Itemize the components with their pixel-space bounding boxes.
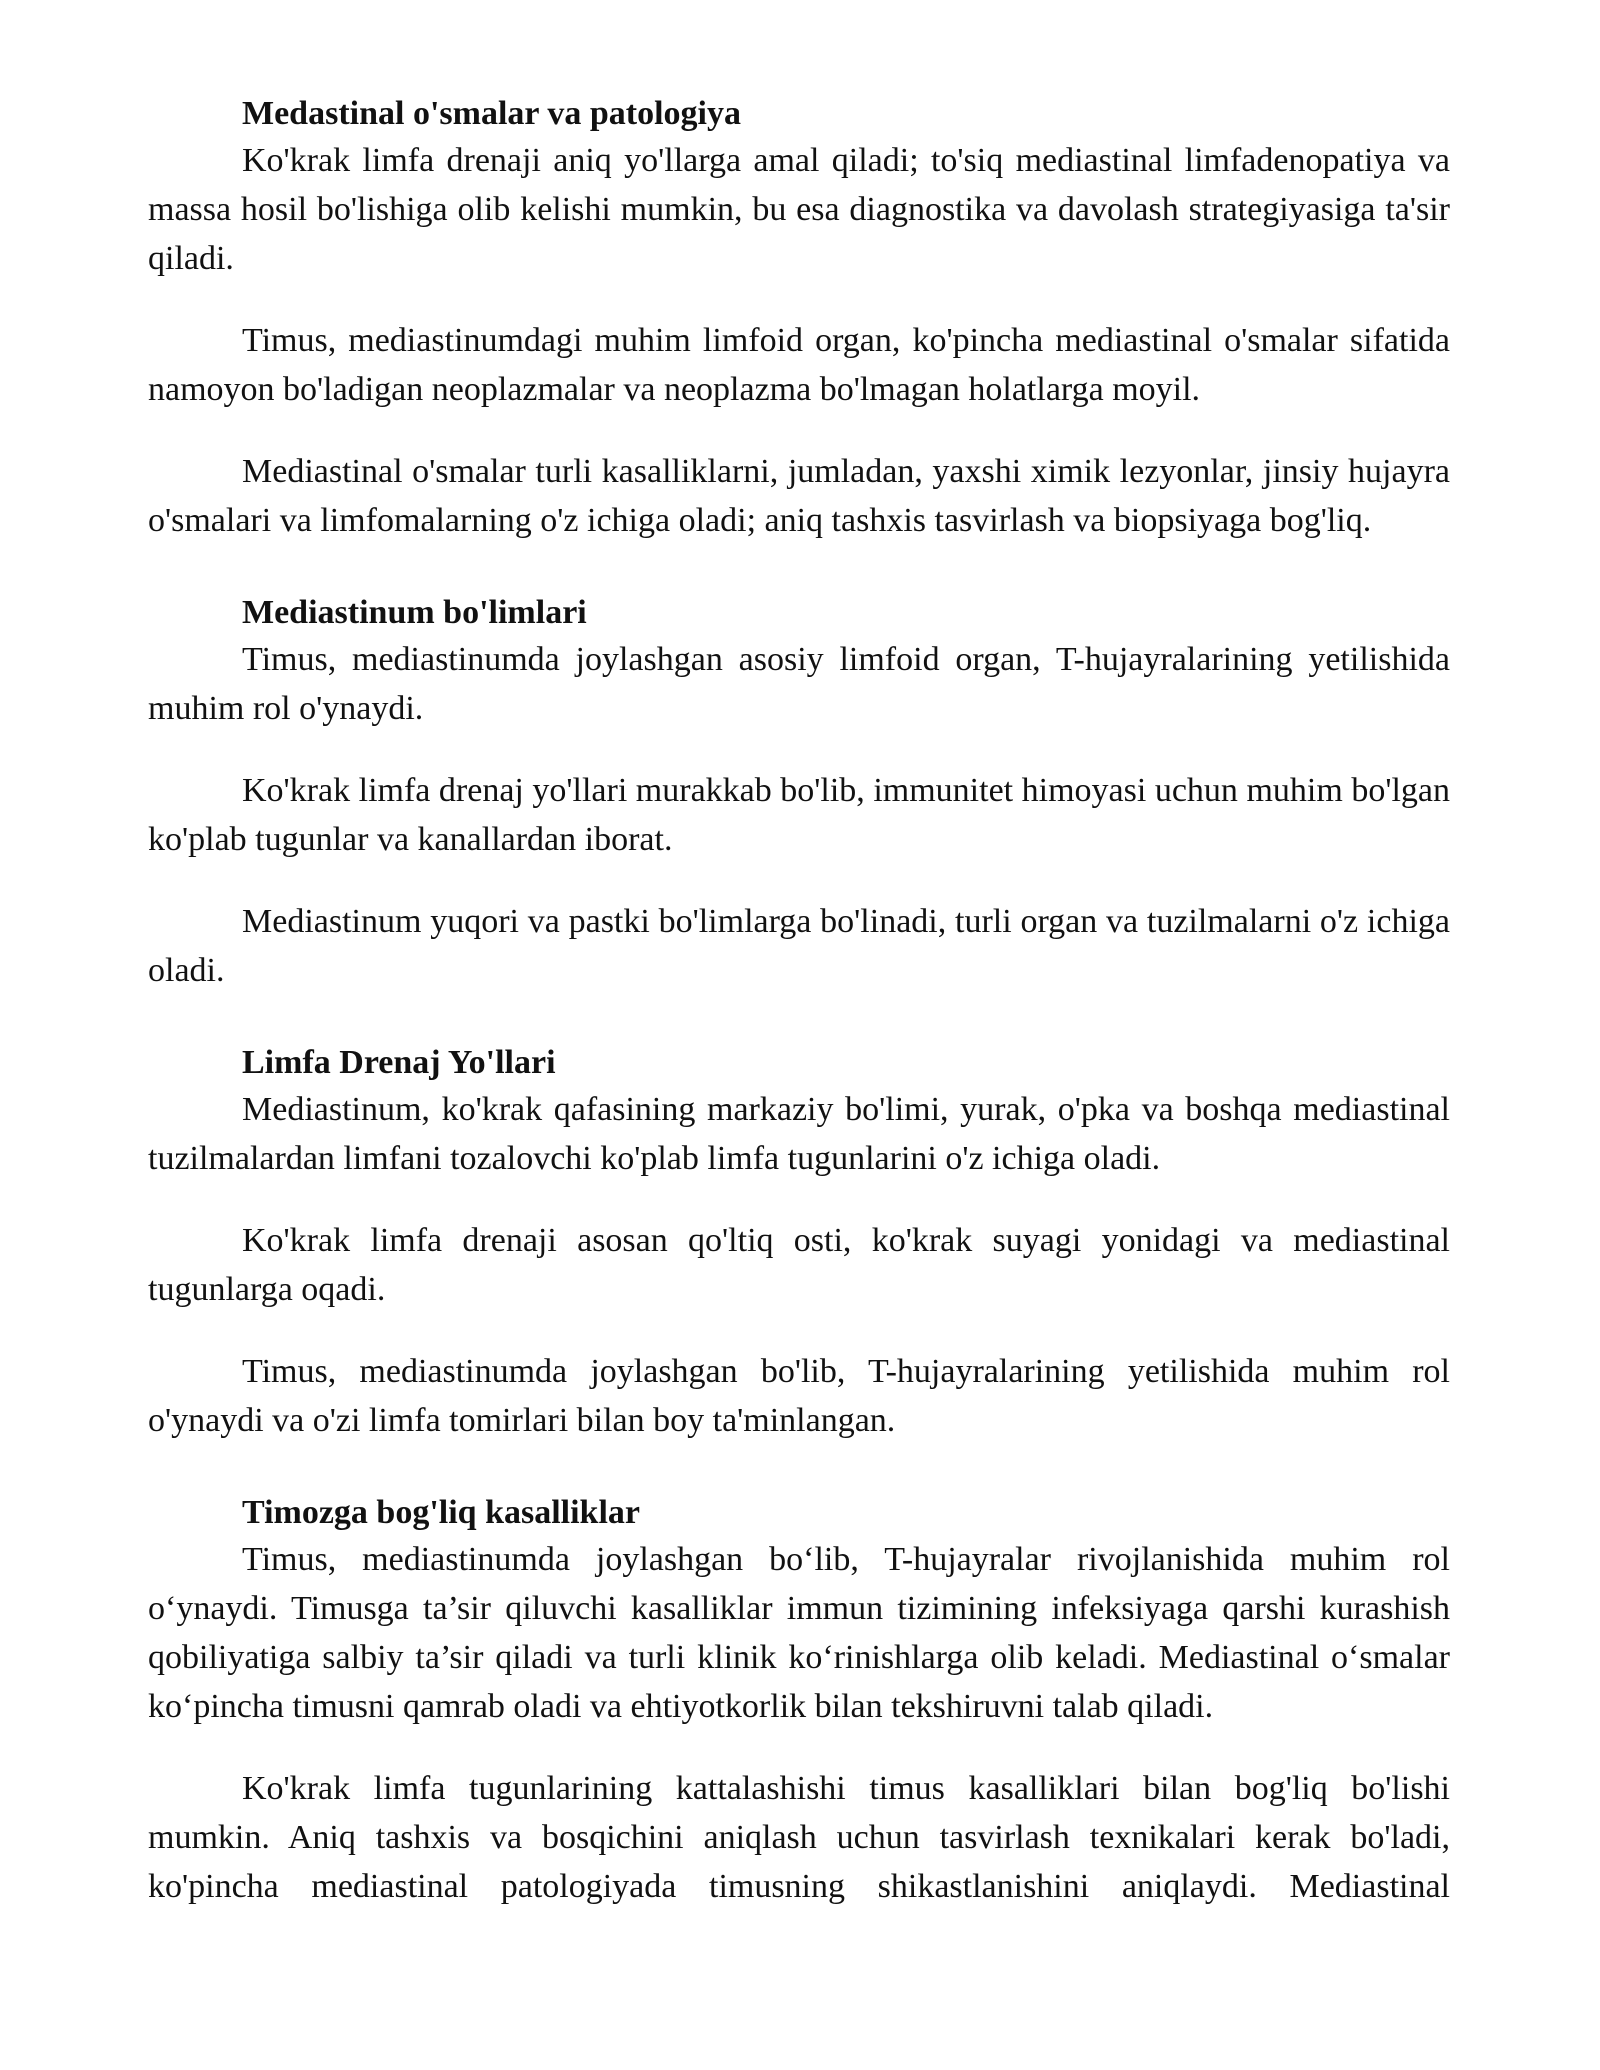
paragraph: Mediastinum, ko'krak qafasining markaziy bo'limi, yurak, o'pka va boshqa mediastinal tuzilmalardan limfani tozalovchi ko'plab limfa tugunlarini o'z ichiga oladi. xyxy=(148,1091,1450,1177)
paragraph: Ko'krak limfa tugunlarining kattalashishi timus kasalliklari bilan bog'liq bo'lishi mumkin. Aniq tashxis va bosqichini aniqlash uchun tasvirlash texnikalari kerak bo'ladi, ko'pincha mediastinal patologiyada timusning shikastlanishini aniqlaydi. Mediastinal xyxy=(148,1770,1450,1905)
section-mediastinum-divisions xyxy=(148,591,1450,995)
paragraph: Mediastinal o'smalar turli kasalliklarni, jumladan, yaxshi ximik lezyonlar, jinsiy hujayra o'smalari va limfomalarning o'z ichiga oladi; aniq tashxis tasvirlash va biopsiyaga bog'liq. xyxy=(148,453,1450,539)
paragraph: Ko'krak limfa drenaj yo'llari murakkab bo'lib, immunitet himoyasi uchun muhim bo'lgan ko'plab tugunlar va kanallardan iborat. xyxy=(148,772,1450,858)
section-mediastinal-tumors xyxy=(148,92,1450,545)
section-thymus-diseases xyxy=(148,1491,1450,1911)
paragraph: Timus, mediastinumda joylashgan bo'lib, T-hujayralarining yetilishida muhim rol o'ynaydi va o'zi limfa tomirlari bilan boy ta'minlangan. xyxy=(148,1353,1450,1439)
section-heading: Medastinal o'smalar va patologiya xyxy=(242,95,741,132)
paragraph: Ko'krak limfa drenaji asosan qo'ltiq osti, ko'krak suyagi yonidagi va mediastinal tugunlarga oqadi. xyxy=(148,1222,1450,1308)
section-heading: Limfa Drenaj Yo'llari xyxy=(242,1044,556,1081)
section-heading: Mediastinum bo'limlari xyxy=(242,594,587,631)
document-body xyxy=(148,92,1450,1957)
paragraph: Timus, mediastinumda joylashgan asosiy limfoid organ, T-hujayralarining yetilishida muhim rol o'ynaydi. xyxy=(148,641,1450,727)
paragraph: Timus, mediastinumda joylashgan bo‘lib, T-hujayralar rivojlanishida muhim rol o‘ynaydi. Timusga ta’sir qiluvchi kasalliklar immun tizimining infeksiyaga qarshi kurashish qobiliyatiga salbiy ta’sir qiladi va turli klinik ko‘rinishlarga olib keladi. Mediastinal o‘smalar ko‘pincha timusni qamrab oladi va ehtiyotkorlik bilan tekshiruvni talab qiladi. xyxy=(148,1541,1450,1725)
section-lymph-drainage xyxy=(148,1041,1450,1445)
paragraph: Timus, mediastinumdagi muhim limfoid organ, ko'pincha mediastinal o'smalar sifatida namoyon bo'ladigan neoplazmalar va neoplazma bo'lmagan holatlarga moyil. xyxy=(148,322,1450,408)
section-heading: Timozga bog'liq kasalliklar xyxy=(242,1494,641,1531)
paragraph: Mediastinum yuqori va pastki bo'limlarga bo'linadi, turli organ va tuzilmalarni o'z ichiga oladi. xyxy=(148,903,1450,989)
paragraph: Ko'krak limfa drenaji aniq yo'llarga amal qiladi; to'siq mediastinal limfadenopatiya va massa hosil bo'lishiga olib kelishi mumkin, bu esa diagnostika va davolash strategiyasiga ta'sir qiladi. xyxy=(148,142,1450,277)
